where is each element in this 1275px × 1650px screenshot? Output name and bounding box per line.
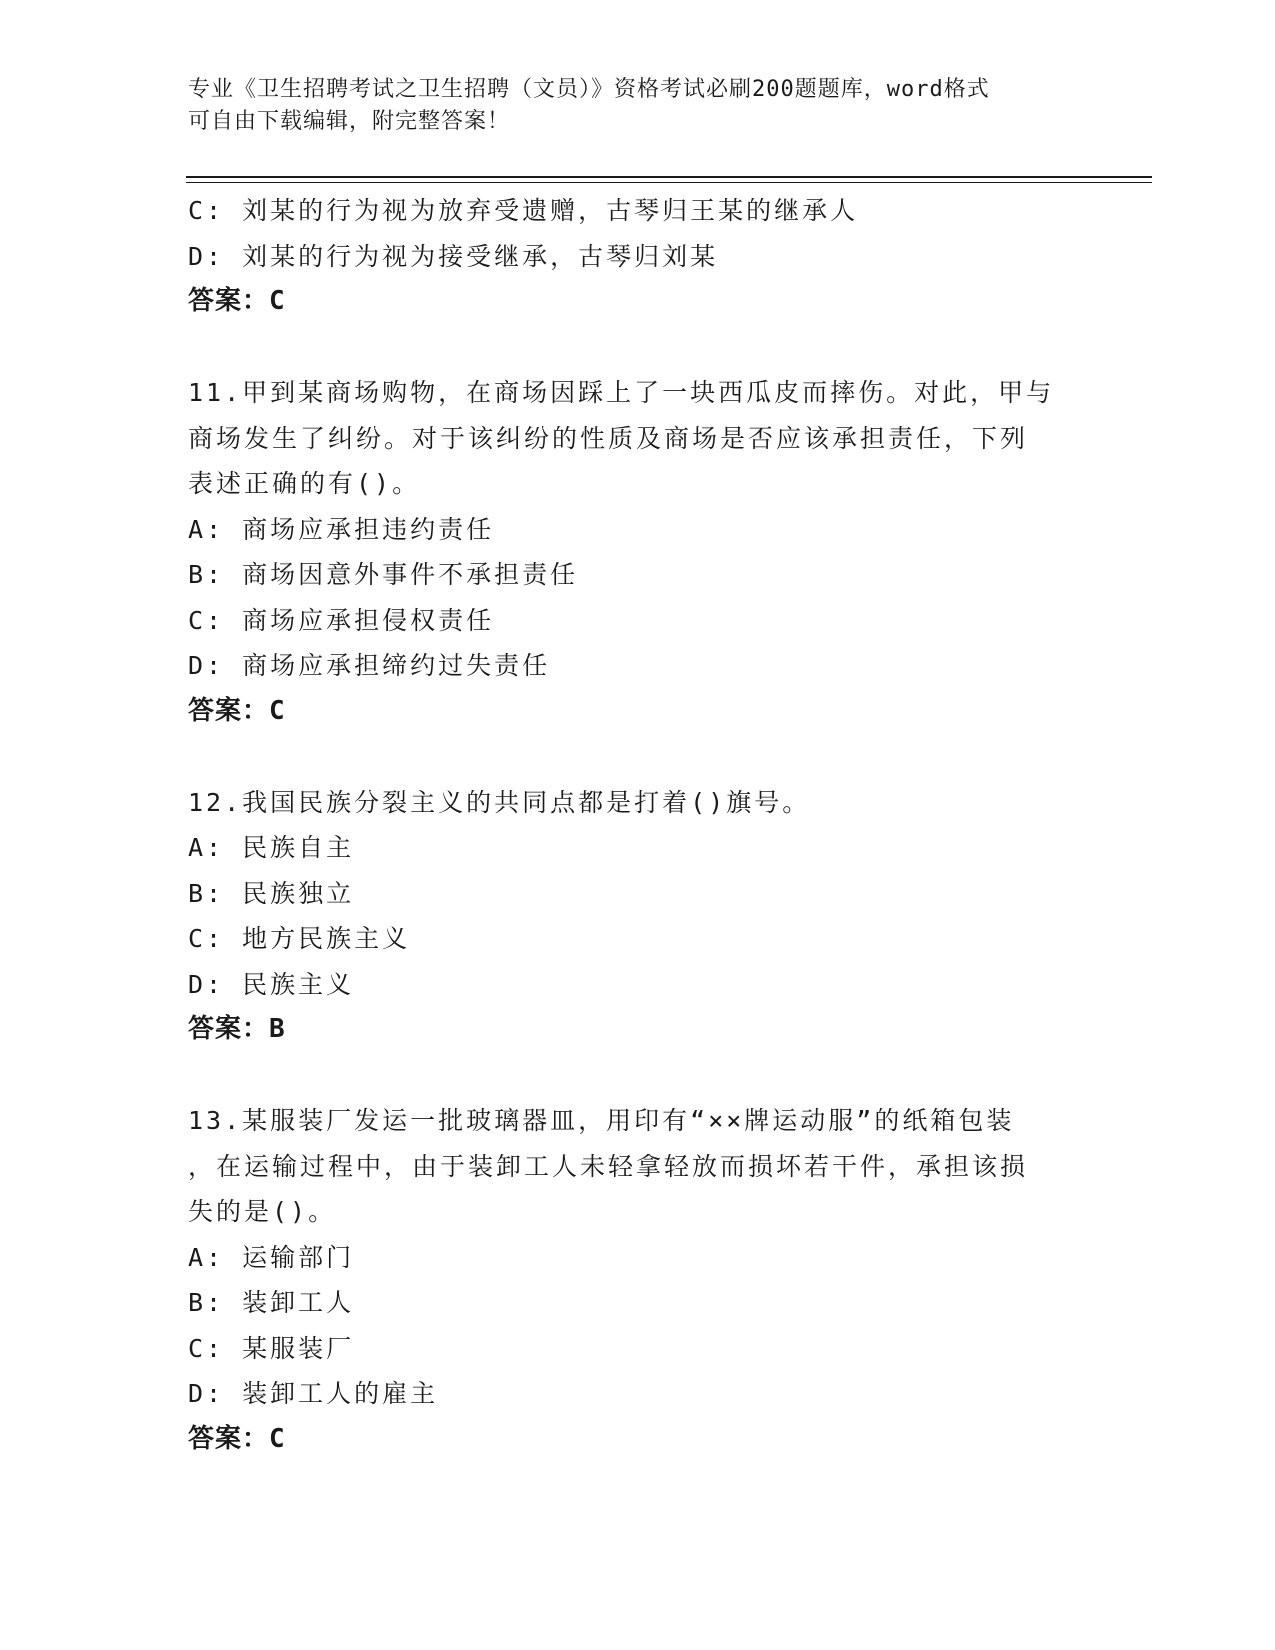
option-d: D: 民族主义 [188, 969, 355, 999]
option-c: C: 商场应承担侵权责任 [188, 605, 495, 635]
option-c: C: 地方民族主义 [188, 924, 411, 953]
question-stem-line: 商场发生了纠纷。对于该纠纷的性质及商场是否应该承担责任，下列 [188, 423, 1029, 453]
question-stem-line: 11.甲到某商场购物，在商场因踩上了一块西瓜皮而摔伤。对此，甲与 [188, 378, 1055, 407]
answer-line: 答案：B [188, 1014, 286, 1044]
question-stem-line: 12.我国民族分裂主义的共同点都是打着()旗号。 [188, 787, 811, 817]
answer-line: 答案：C [188, 695, 286, 726]
answer-line: 答案：C [188, 1423, 286, 1454]
option-a: A: 民族自主 [188, 833, 355, 862]
option-b: B: 民族独立 [188, 878, 355, 908]
question-stem-line: 失的是()。 [188, 1197, 337, 1226]
header-rule-thick [186, 176, 1152, 178]
answer-line: 答案：C [188, 286, 286, 316]
option-a: A: 运输部门 [188, 1242, 355, 1272]
option-d: D: 刘某的行为视为接受继承，古琴归刘某 [188, 241, 719, 271]
question-11 [188, 370, 1088, 734]
question-stem-line: 13.某服装厂发运一批玻璃器皿，用印有“××牌运动服”的纸箱包装 [188, 1106, 1015, 1135]
question-stem-line: ，在运输过程中，由于装卸工人未轻拿轻放而损坏若干件，承担该损 [188, 1151, 1029, 1181]
header-rule-thin [186, 182, 1152, 183]
question-10-continued [188, 188, 1088, 325]
question-13 [188, 1098, 1088, 1462]
page-header [188, 74, 1068, 138]
question-list [188, 188, 1088, 1462]
header-line-1: 专业《卫生招聘考试之卫生招聘（文员）》资格考试必刷200题题库，word格式 [188, 77, 990, 102]
option-d: D: 商场应承担缔约过失责任 [188, 651, 551, 680]
question-12 [188, 780, 1088, 1053]
option-a: A: 商场应承担违约责任 [188, 514, 495, 544]
option-b: B: 装卸工人 [188, 1288, 355, 1317]
option-d: D: 装卸工人的雇主 [188, 1379, 439, 1408]
question-stem-line: 表述正确的有()。 [188, 469, 421, 498]
option-b: B: 商场因意外事件不承担责任 [188, 560, 579, 589]
option-c: C: 刘某的行为视为放弃受遗赠，古琴归王某的继承人 [188, 196, 859, 225]
header-line-2: 可自由下载编辑，附完整答案！ [188, 109, 511, 134]
option-c: C: 某服装厂 [188, 1333, 355, 1363]
